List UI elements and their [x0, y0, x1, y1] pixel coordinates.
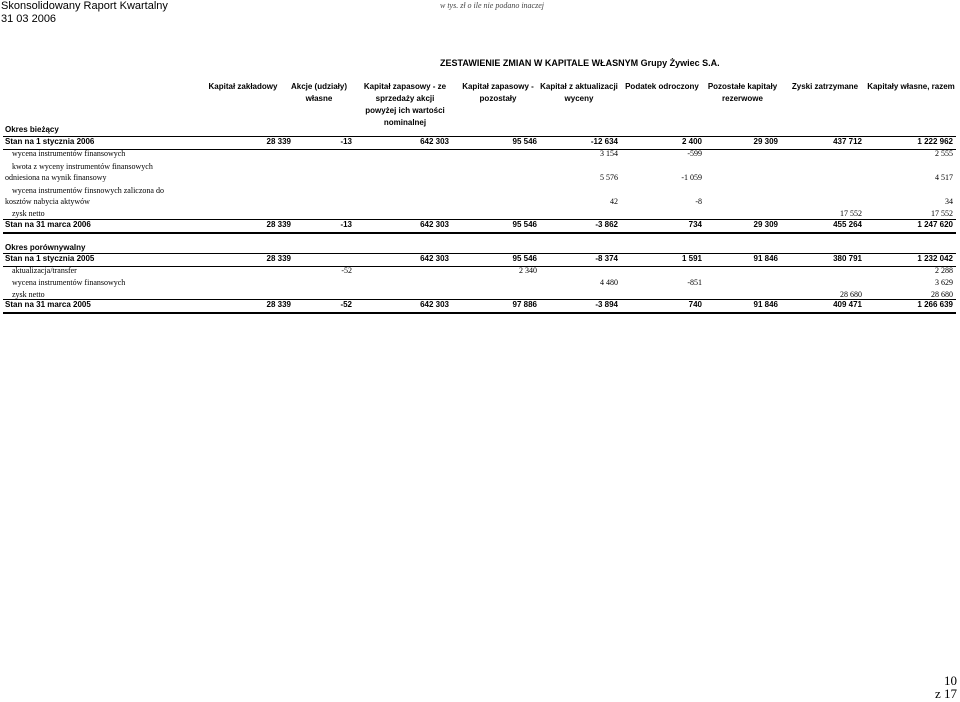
col-header-share-premium: Kapitał zapasowy - ze sprzedaży akcji powyżej ich wartości nominalnej — [363, 82, 447, 127]
table-cell: 28 339 — [266, 300, 291, 309]
table-row — [3, 299, 956, 314]
table-cell: 91 846 — [753, 254, 778, 263]
table-cell: 2 400 — [681, 137, 702, 146]
table-cell: 28 680 — [840, 290, 862, 299]
col-header-deferred-tax: Podatek odroczony — [625, 82, 699, 91]
table-cell: 3 154 — [600, 149, 618, 158]
table-cell: 29 309 — [753, 137, 778, 146]
table-cell: 91 846 — [753, 300, 778, 309]
table-row — [3, 253, 956, 267]
page-title: ZESTAWIENIE ZMIAN W KAPITALE WŁASNYM Grupy Żywiec S.A. — [440, 58, 720, 68]
table-cell: -3 894 — [595, 300, 618, 309]
table-cell: 95 546 — [512, 137, 537, 146]
table-cell: 642 303 — [420, 137, 449, 146]
table-cell: -3 862 — [595, 220, 618, 229]
table-cell: 4 517 — [935, 173, 953, 182]
table-cell: -8 374 — [595, 254, 618, 263]
table-cell: 734 — [688, 220, 702, 229]
table-cell: 642 303 — [420, 254, 449, 263]
table-row — [3, 149, 956, 161]
row-label: wycena instrumentów finansowych — [12, 149, 126, 158]
table-cell: 740 — [688, 300, 702, 309]
table-cell: 2 288 — [935, 266, 953, 275]
table-cell: 1 266 639 — [917, 300, 953, 309]
row-label: Stan na 1 stycznia 2005 — [5, 254, 95, 263]
row-label: Stan na 31 marca 2006 — [5, 220, 91, 229]
row-label: kwota z wyceny instrumentów finansowych — [12, 162, 153, 171]
table-cell: 5 576 — [600, 173, 618, 182]
table-cell: 2 340 — [519, 266, 537, 275]
table-cell: 17 552 — [931, 209, 953, 218]
table-cell: 1 247 620 — [917, 220, 953, 229]
table-row — [3, 266, 956, 278]
col-header-retained-earnings: Zyski zatrzymane — [791, 82, 859, 91]
table-cell: 380 791 — [833, 254, 862, 263]
page-number: 10 — [944, 673, 957, 688]
table-row — [3, 219, 956, 234]
col-header-revaluation: Kapitał z aktualizacji wyceny — [540, 82, 618, 103]
table-cell: -8 — [695, 197, 702, 206]
table-cell: 34 — [945, 197, 953, 206]
table-cell: 17 552 — [840, 209, 862, 218]
col-header-other-reserves: Pozostałe kapitały rezerwowe — [707, 82, 778, 103]
table-cell: -13 — [340, 137, 352, 146]
table-cell: 437 712 — [833, 137, 862, 146]
table-cell: 2 555 — [935, 149, 953, 158]
table-cell: 97 886 — [512, 300, 537, 309]
row-label: kosztów nabycia aktywów — [5, 197, 90, 206]
table-cell: -52 — [341, 266, 352, 275]
col-header-supplementary-other: Kapitał zapasowy - pozostały — [462, 82, 534, 103]
table-cell: 1 222 962 — [917, 137, 953, 146]
table-row — [3, 173, 956, 185]
report-name: Skonsolidowany Raport Kwartalny — [1, 0, 168, 12]
table-cell: 642 303 — [420, 220, 449, 229]
table-row — [3, 136, 956, 150]
row-label: zysk netto — [12, 290, 45, 299]
page-total: z 17 — [934, 686, 957, 701]
table-cell: 95 546 — [512, 254, 537, 263]
table-cell: 1 232 042 — [917, 254, 953, 263]
table-cell: -1 059 — [681, 173, 702, 182]
table-row — [3, 197, 956, 209]
report-date: 31 03 2006 — [1, 13, 57, 25]
table-cell: 28 339 — [266, 137, 291, 146]
table-cell: 42 — [610, 197, 618, 206]
table-cell: 28 680 — [931, 290, 953, 299]
col-header-total-equity: Kapitały własne, razem — [867, 82, 955, 91]
table-cell: 1 591 — [681, 254, 702, 263]
row-label: aktualizacja/transfer — [12, 266, 77, 275]
table-cell: 642 303 — [420, 300, 449, 309]
table-cell: 28 339 — [266, 254, 291, 263]
table-cell: 4 480 — [600, 278, 618, 287]
section-current-label: Okres bieżący — [5, 125, 59, 134]
table-cell: 29 309 — [753, 220, 778, 229]
table-cell: -52 — [340, 300, 352, 309]
section-comparative-label: Okres porównywalny — [5, 243, 86, 252]
row-label: odniesiona na wynik finansowy — [5, 173, 107, 182]
table-cell: -12 634 — [590, 137, 618, 146]
row-label: wycena instrumentów finsnowych zaliczona do — [12, 186, 164, 195]
units-note: w tys. zł o ile nie podano inaczej — [440, 1, 544, 10]
row-label: zysk netto — [12, 209, 45, 218]
table-cell: -13 — [340, 220, 352, 229]
table-cell: 3 629 — [935, 278, 953, 287]
table-cell: -599 — [687, 149, 702, 158]
report-header — [1, 0, 168, 26]
table-cell: 455 264 — [833, 220, 862, 229]
table-cell: 95 546 — [512, 220, 537, 229]
table-cell: 409 471 — [833, 300, 862, 309]
table-row — [3, 278, 956, 290]
col-header-share-capital: Kapitał zakładowy — [208, 82, 278, 91]
table-cell: -851 — [687, 278, 702, 287]
row-label: Stan na 31 marca 2005 — [5, 300, 91, 309]
row-label: wycena instrumentów finansowych — [12, 278, 126, 287]
col-header-own-shares: Akcje (udziały) własne — [290, 82, 347, 103]
row-label: Stan na 1 stycznia 2006 — [5, 137, 95, 146]
table-cell: 28 339 — [266, 220, 291, 229]
